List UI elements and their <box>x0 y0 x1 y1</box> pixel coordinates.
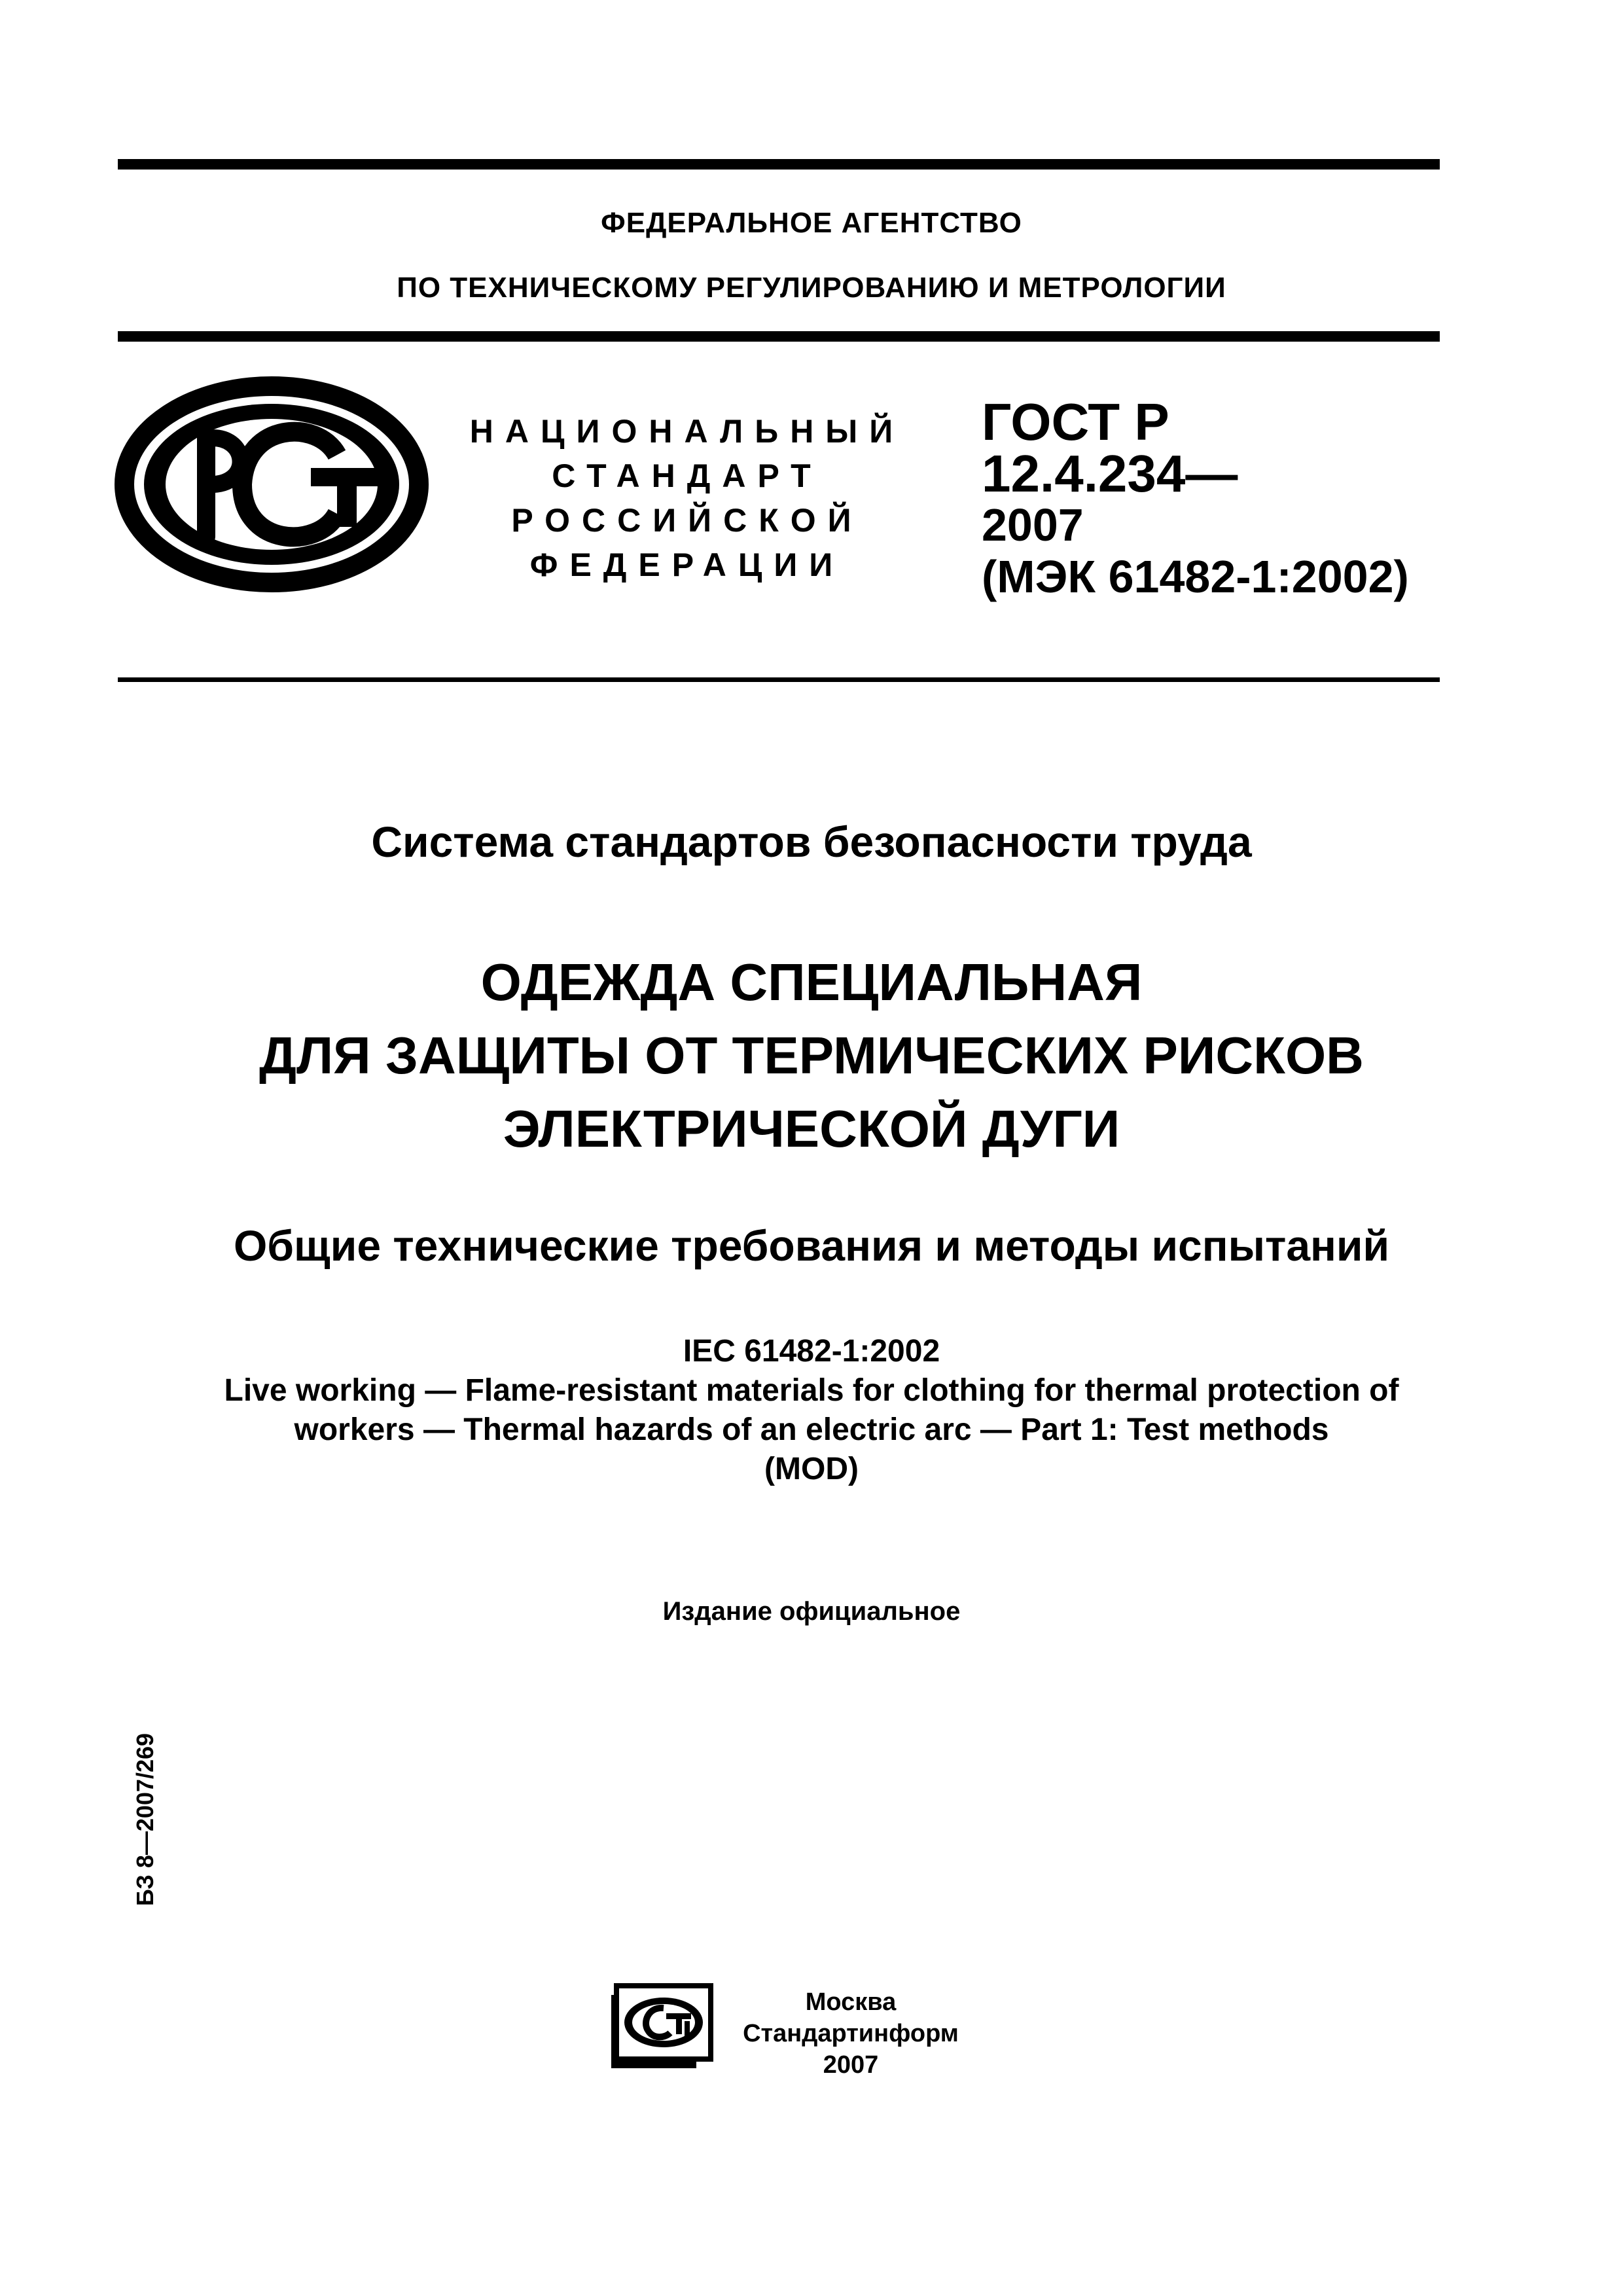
designation <box>982 393 1453 603</box>
standard-type-line-4: ФЕДЕРАЦИИ <box>529 547 845 583</box>
agency-line-2: ПО ТЕХНИЧЕСКОМУ РЕГУЛИРОВАНИЮ И МЕТРОЛОГИИ <box>397 272 1226 304</box>
standartinform-logo-icon <box>609 1983 713 2072</box>
main-title <box>0 946 1623 1166</box>
main-title-line-2: ДЛЯ ЗАЩИТЫ ОТ ТЕРМИЧЕСКИХ РИСКОВ <box>259 1026 1364 1085</box>
designation-rule <box>118 677 1440 682</box>
edition-label: Издание официальное <box>662 1597 961 1626</box>
international-reference <box>0 1332 1623 1489</box>
agency-line-1: ФЕДЕРАЛЬНОЕ АГЕНТСТВО <box>601 207 1022 239</box>
designation-line-4: (МЭК 61482-1:2002) <box>982 551 1409 602</box>
top-rule <box>118 159 1440 170</box>
designation-line-3: 2007 <box>982 499 1084 550</box>
subtitle: Общие технические требования и методы испытаний <box>233 1221 1390 1270</box>
designation-line-2: 12.4.234— <box>982 444 1238 503</box>
publisher <box>733 1986 969 2081</box>
series-title: Система стандартов безопасности труда <box>371 817 1252 866</box>
publisher-city: Москва <box>805 1988 897 2016</box>
main-title-line-1: ОДЕЖДА СПЕЦИАЛЬНАЯ <box>480 953 1143 1011</box>
designation-line-1: ГОСТ Р <box>982 393 1169 451</box>
standard-type-line-2: СТАНДАРТ <box>552 457 823 494</box>
international-line-1: IEC 61482-1:2002 <box>683 1334 940 1369</box>
publisher-name: Стандартинформ <box>743 2020 959 2047</box>
main-title-line-3: ЭЛЕКТРИЧЕСКОЙ ДУГИ <box>503 1100 1120 1158</box>
standard-type-line-1: НАЦИОНАЛЬНЫЙ <box>469 413 905 450</box>
international-line-3: workers — Thermal hazards of an electric arc — Part 1: Test methods <box>294 1412 1329 1447</box>
agency-rule <box>118 331 1440 342</box>
international-line-2: Live working — Flame-resistant materials for clothing for thermal protection of <box>224 1373 1399 1408</box>
side-code: БЗ 8—2007/269 <box>132 1732 158 1907</box>
international-line-4: (MOD) <box>764 1452 859 1486</box>
rst-emblem-icon <box>115 376 429 592</box>
standard-type <box>458 409 916 587</box>
publisher-year: 2007 <box>823 2051 879 2079</box>
standard-type-line-3: РОССИЙСКОЙ <box>511 502 863 539</box>
